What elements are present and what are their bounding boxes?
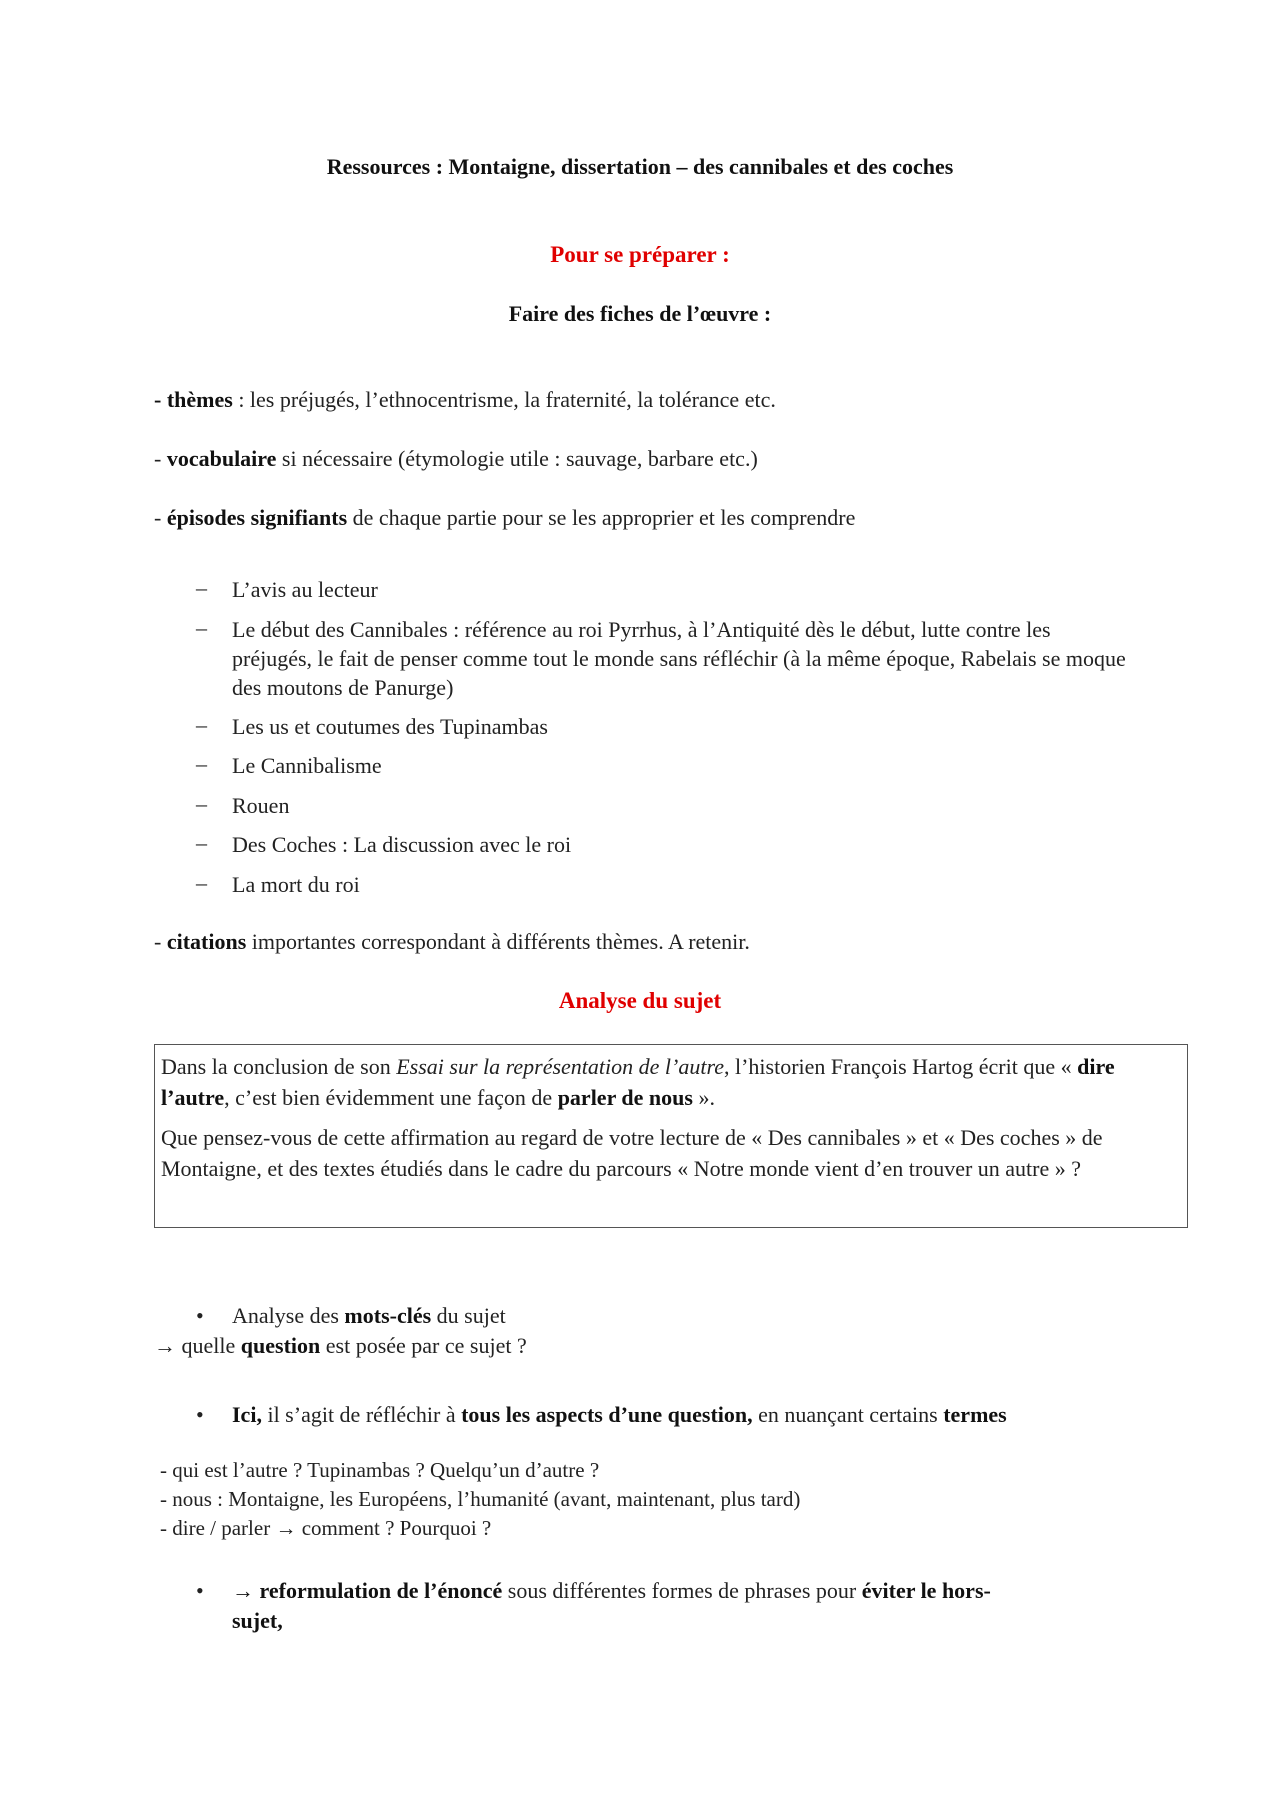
episodes-prefix: - xyxy=(154,505,167,530)
episodes-text: de chaque partie pour se les approprier et les comprendre xyxy=(347,505,856,530)
aspects-line xyxy=(232,1402,1007,1428)
subject-box xyxy=(154,1044,1188,1228)
document-title: Ressources : Montaigne, dissertation – des cannibales et des coches xyxy=(326,154,954,179)
bullet-icon: • xyxy=(196,1402,204,1427)
dash-icon: – xyxy=(196,870,207,895)
subject-text: Dans la conclusion de son xyxy=(161,1054,397,1079)
aspects-bold: Ici, xyxy=(232,1402,262,1427)
dash-icon: – xyxy=(196,615,207,640)
question-line xyxy=(154,1333,527,1359)
vocab-line xyxy=(154,446,758,472)
subject-text: ». xyxy=(692,1085,715,1110)
citations-text: importantes correspondant à différents thèmes. A retenir. xyxy=(246,929,750,954)
keywords-text: Analyse des xyxy=(232,1303,345,1328)
terms-list xyxy=(160,1456,800,1543)
subject-text: , l’historien François Hartog écrit que « xyxy=(723,1054,1078,1079)
bullet-icon: • xyxy=(196,1303,204,1328)
analysis-heading: Analyse du sujet xyxy=(558,988,722,1013)
list-item-text: Les us et coutumes des Tupinambas xyxy=(232,714,548,739)
dash-icon: – xyxy=(196,751,207,776)
citations-line xyxy=(154,929,750,955)
themes-text: : les préjugés, l’ethnocentrisme, la fraternité, la tolérance etc. xyxy=(232,387,776,412)
subject-bold: parler de nous xyxy=(557,1085,693,1110)
prepare-subheading: Faire des fiches de l’œuvre : xyxy=(508,301,772,326)
vocab-label: vocabulaire xyxy=(166,446,277,471)
keywords-line xyxy=(232,1303,506,1329)
bullet-icon: • xyxy=(196,1578,204,1603)
citations-label: citations xyxy=(166,929,247,954)
reformulation-line-2 xyxy=(232,1608,283,1634)
aspects-text: en nuançant certains xyxy=(752,1402,944,1427)
keywords-text: du sujet xyxy=(431,1303,506,1328)
list-item-text: Rouen xyxy=(232,793,290,818)
subject-bold: dire l’autre xyxy=(161,1054,1115,1110)
themes-label: - thèmes xyxy=(154,387,233,412)
list-item: - dire / parler → comment ? Pourquoi ? xyxy=(160,1516,492,1540)
episodes-line xyxy=(154,505,855,531)
citations-prefix: - xyxy=(154,929,167,954)
keywords-bold: mots-clés xyxy=(344,1303,432,1328)
reformulation-line xyxy=(232,1578,991,1604)
reformulation-text: sous différentes formes de phrases pour xyxy=(502,1578,862,1603)
list-item-text: Des Coches : La discussion avec le roi xyxy=(232,832,572,857)
subject-paragraph-2: Que pensez-vous de cette affirmation au regard de votre lecture de « Des cannibales » et « Des coches » de Montaigne, et des textes étudiés dans le cadre du parcours « Notre monde vient d’en trouver un autre » ? xyxy=(161,1125,1103,1181)
list-item: - qui est l’autre ? Tupinambas ? Quelqu’un d’autre ? xyxy=(160,1458,600,1482)
subject-paragraph-1 xyxy=(161,1051,1181,1113)
reformulation-bold: éviter le hors- xyxy=(861,1578,991,1603)
dash-icon: – xyxy=(196,712,207,737)
question-bold: question xyxy=(240,1333,321,1358)
reformulation-bold: sujet, xyxy=(232,1608,283,1633)
subject-text: , c’est bien évidemment une façon de xyxy=(224,1085,558,1110)
aspects-text: il s’agit de réfléchir à xyxy=(261,1402,462,1427)
aspects-bold: tous les aspects d’une question, xyxy=(461,1402,753,1427)
question-text: → quelle xyxy=(154,1333,241,1358)
dash-icon: – xyxy=(196,791,207,816)
dash-icon: – xyxy=(196,575,207,600)
list-item-text: Le Cannibalisme xyxy=(232,753,382,778)
list-item-text: Le début des Cannibales : référence au roi Pyrrhus, à l’Antiquité dès le début, lutte contre les préjugés, le fait de penser comme tout le monde sans réfléchir (à la même époque, Rabelais se moque des moutons de Panurge) xyxy=(232,617,1126,700)
list-item: - nous : Montaigne, les Européens, l’humanité (avant, maintenant, plus tard) xyxy=(160,1487,801,1511)
episodes-label: épisodes signifiants xyxy=(166,505,348,530)
list-item-text: La mort du roi xyxy=(232,872,360,897)
book-title: Essai sur la représentation de l’autre xyxy=(396,1054,724,1079)
aspects-bold: termes xyxy=(943,1402,1007,1427)
vocab-prefix: - xyxy=(154,446,167,471)
reformulation-bold: → reformulation de l’énoncé xyxy=(232,1578,503,1603)
list-item-text: L’avis au lecteur xyxy=(232,577,378,602)
themes-line xyxy=(154,387,776,413)
prepare-heading: Pour se préparer : xyxy=(550,242,730,267)
dash-icon: – xyxy=(196,830,207,855)
vocab-text: si nécessaire (étymologie utile : sauvage, barbare etc.) xyxy=(276,446,758,471)
question-text: est posée par ce sujet ? xyxy=(320,1333,527,1358)
